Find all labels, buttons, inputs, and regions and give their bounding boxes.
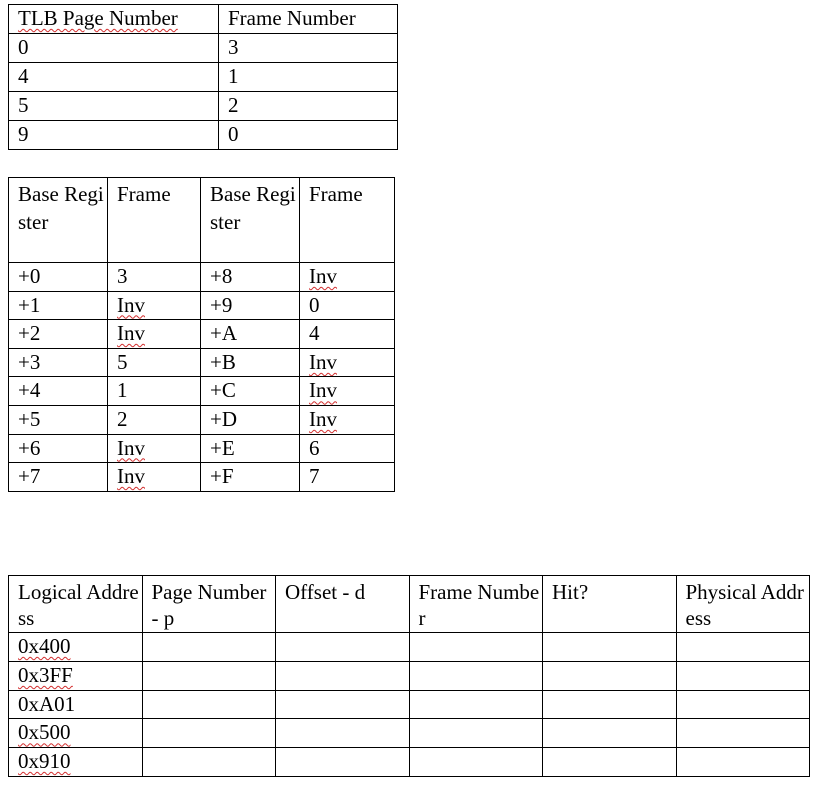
table-cell: 0 bbox=[300, 291, 395, 320]
table-cell: +1 bbox=[9, 291, 108, 320]
logical-address: 0x500 bbox=[18, 720, 71, 745]
header-cell: Frame Number bbox=[409, 576, 543, 633]
table-cell: 0 bbox=[9, 34, 219, 63]
table-cell: +5 bbox=[9, 405, 108, 434]
table-row bbox=[9, 661, 810, 690]
table-row bbox=[9, 405, 395, 434]
table-header-row bbox=[9, 5, 398, 34]
table-row bbox=[9, 121, 398, 150]
table-cell: +9 bbox=[201, 291, 300, 320]
table-row bbox=[9, 291, 395, 320]
table-cell: 2 bbox=[108, 405, 201, 434]
table-cell: 9 bbox=[9, 121, 219, 150]
table-cell bbox=[543, 633, 677, 662]
table-cell bbox=[276, 690, 410, 719]
header-cell: Frame bbox=[300, 178, 395, 263]
table-cell: +6 bbox=[9, 434, 108, 463]
table-cell: +D bbox=[201, 405, 300, 434]
table-row bbox=[9, 633, 810, 662]
header-cell bbox=[142, 576, 276, 633]
header-cell: Frame Number bbox=[219, 5, 398, 34]
table-cell bbox=[276, 661, 410, 690]
table-cell: 2 bbox=[219, 92, 398, 121]
table-row bbox=[9, 320, 395, 349]
table-cell bbox=[142, 690, 276, 719]
table-cell bbox=[543, 690, 677, 719]
table-cell bbox=[142, 661, 276, 690]
table-row bbox=[9, 719, 810, 748]
cell-text: Inv bbox=[309, 264, 337, 288]
table-cell: 4 bbox=[9, 63, 219, 92]
tlb-table bbox=[8, 4, 398, 150]
header-cell: Base Register bbox=[201, 178, 300, 263]
table-cell bbox=[409, 690, 543, 719]
table-cell: +C bbox=[201, 377, 300, 406]
table-cell: +3 bbox=[9, 348, 108, 377]
table-cell: +4 bbox=[9, 377, 108, 406]
table-cell bbox=[409, 661, 543, 690]
table-cell: +E bbox=[201, 434, 300, 463]
logical-address: 0x400 bbox=[18, 634, 71, 658]
table-cell bbox=[543, 661, 677, 690]
table-cell: 1 bbox=[108, 377, 201, 406]
table-cell bbox=[9, 661, 143, 690]
table-cell: +7 bbox=[9, 463, 108, 492]
table-cell: +0 bbox=[9, 263, 108, 292]
table-cell bbox=[409, 748, 543, 777]
table-row bbox=[9, 463, 395, 492]
table-cell bbox=[276, 748, 410, 777]
table-cell bbox=[9, 690, 143, 719]
table-cell bbox=[676, 748, 810, 777]
table-cell: 6 bbox=[300, 434, 395, 463]
table-row bbox=[9, 690, 810, 719]
cell-text: Inv bbox=[309, 406, 337, 431]
header-cell: Frame bbox=[108, 178, 201, 263]
page-table bbox=[8, 177, 395, 492]
table-cell bbox=[9, 633, 143, 662]
table-row bbox=[9, 92, 398, 121]
table-cell bbox=[543, 719, 677, 748]
table-cell: 1 bbox=[219, 63, 398, 92]
table-row bbox=[9, 434, 395, 463]
table-cell: +8 bbox=[201, 263, 300, 292]
table-row bbox=[9, 34, 398, 63]
header-cell: Offset - d bbox=[276, 576, 410, 633]
table-cell bbox=[142, 719, 276, 748]
table-row bbox=[9, 377, 395, 406]
header-tlb-page-number: TLB Page Number bbox=[18, 6, 178, 30]
table-row bbox=[9, 63, 398, 92]
table-row bbox=[9, 263, 395, 292]
cell-text: Inv bbox=[117, 321, 145, 346]
logical-address: 0xA01 bbox=[18, 691, 76, 716]
cell-text: Inv bbox=[117, 435, 145, 460]
table-cell bbox=[676, 633, 810, 662]
table-cell bbox=[409, 719, 543, 748]
table-cell bbox=[9, 719, 143, 748]
header-cell: Base Register bbox=[9, 178, 108, 263]
table-row bbox=[9, 348, 395, 377]
table-cell bbox=[300, 263, 395, 292]
table-cell bbox=[676, 661, 810, 690]
translation-table bbox=[8, 575, 810, 777]
table-cell bbox=[300, 405, 395, 434]
logical-address: 0x3FF bbox=[18, 662, 73, 687]
table-row bbox=[9, 748, 810, 777]
cell-text: Inv bbox=[117, 292, 145, 317]
table-cell bbox=[676, 690, 810, 719]
header-cell: Physical Address bbox=[676, 576, 810, 633]
table-cell: +B bbox=[201, 348, 300, 377]
table-header-row bbox=[9, 576, 810, 633]
table-cell: +A bbox=[201, 320, 300, 349]
table-cell bbox=[276, 719, 410, 748]
header-cell bbox=[9, 5, 219, 34]
header-cell: Hit? bbox=[543, 576, 677, 633]
header-page-number: Page Number - p bbox=[151, 580, 267, 630]
table-cell bbox=[676, 719, 810, 748]
table-cell: 7 bbox=[300, 463, 395, 492]
cell-text: Inv bbox=[117, 464, 145, 489]
table-cell bbox=[142, 633, 276, 662]
table-cell bbox=[108, 463, 201, 492]
cell-text: Inv bbox=[309, 378, 337, 403]
table-cell: +2 bbox=[9, 320, 108, 349]
table-cell bbox=[9, 748, 143, 777]
table-header-row bbox=[9, 178, 395, 263]
header-cell: Logical Address bbox=[9, 576, 143, 633]
table-cell bbox=[142, 748, 276, 777]
table-cell: 3 bbox=[219, 34, 398, 63]
table-cell bbox=[108, 291, 201, 320]
table-cell: 5 bbox=[9, 92, 219, 121]
logical-address: 0x910 bbox=[18, 749, 71, 774]
table-cell: 3 bbox=[108, 263, 201, 292]
table-cell: 0 bbox=[219, 121, 398, 150]
table-cell bbox=[108, 434, 201, 463]
table-cell bbox=[300, 377, 395, 406]
cell-text: Inv bbox=[309, 349, 337, 374]
table-cell: 4 bbox=[300, 320, 395, 349]
table-cell bbox=[276, 633, 410, 662]
table-cell: 5 bbox=[108, 348, 201, 377]
table-cell bbox=[108, 320, 201, 349]
table-cell bbox=[300, 348, 395, 377]
table-cell bbox=[409, 633, 543, 662]
table-cell bbox=[543, 748, 677, 777]
table-cell: +F bbox=[201, 463, 300, 492]
